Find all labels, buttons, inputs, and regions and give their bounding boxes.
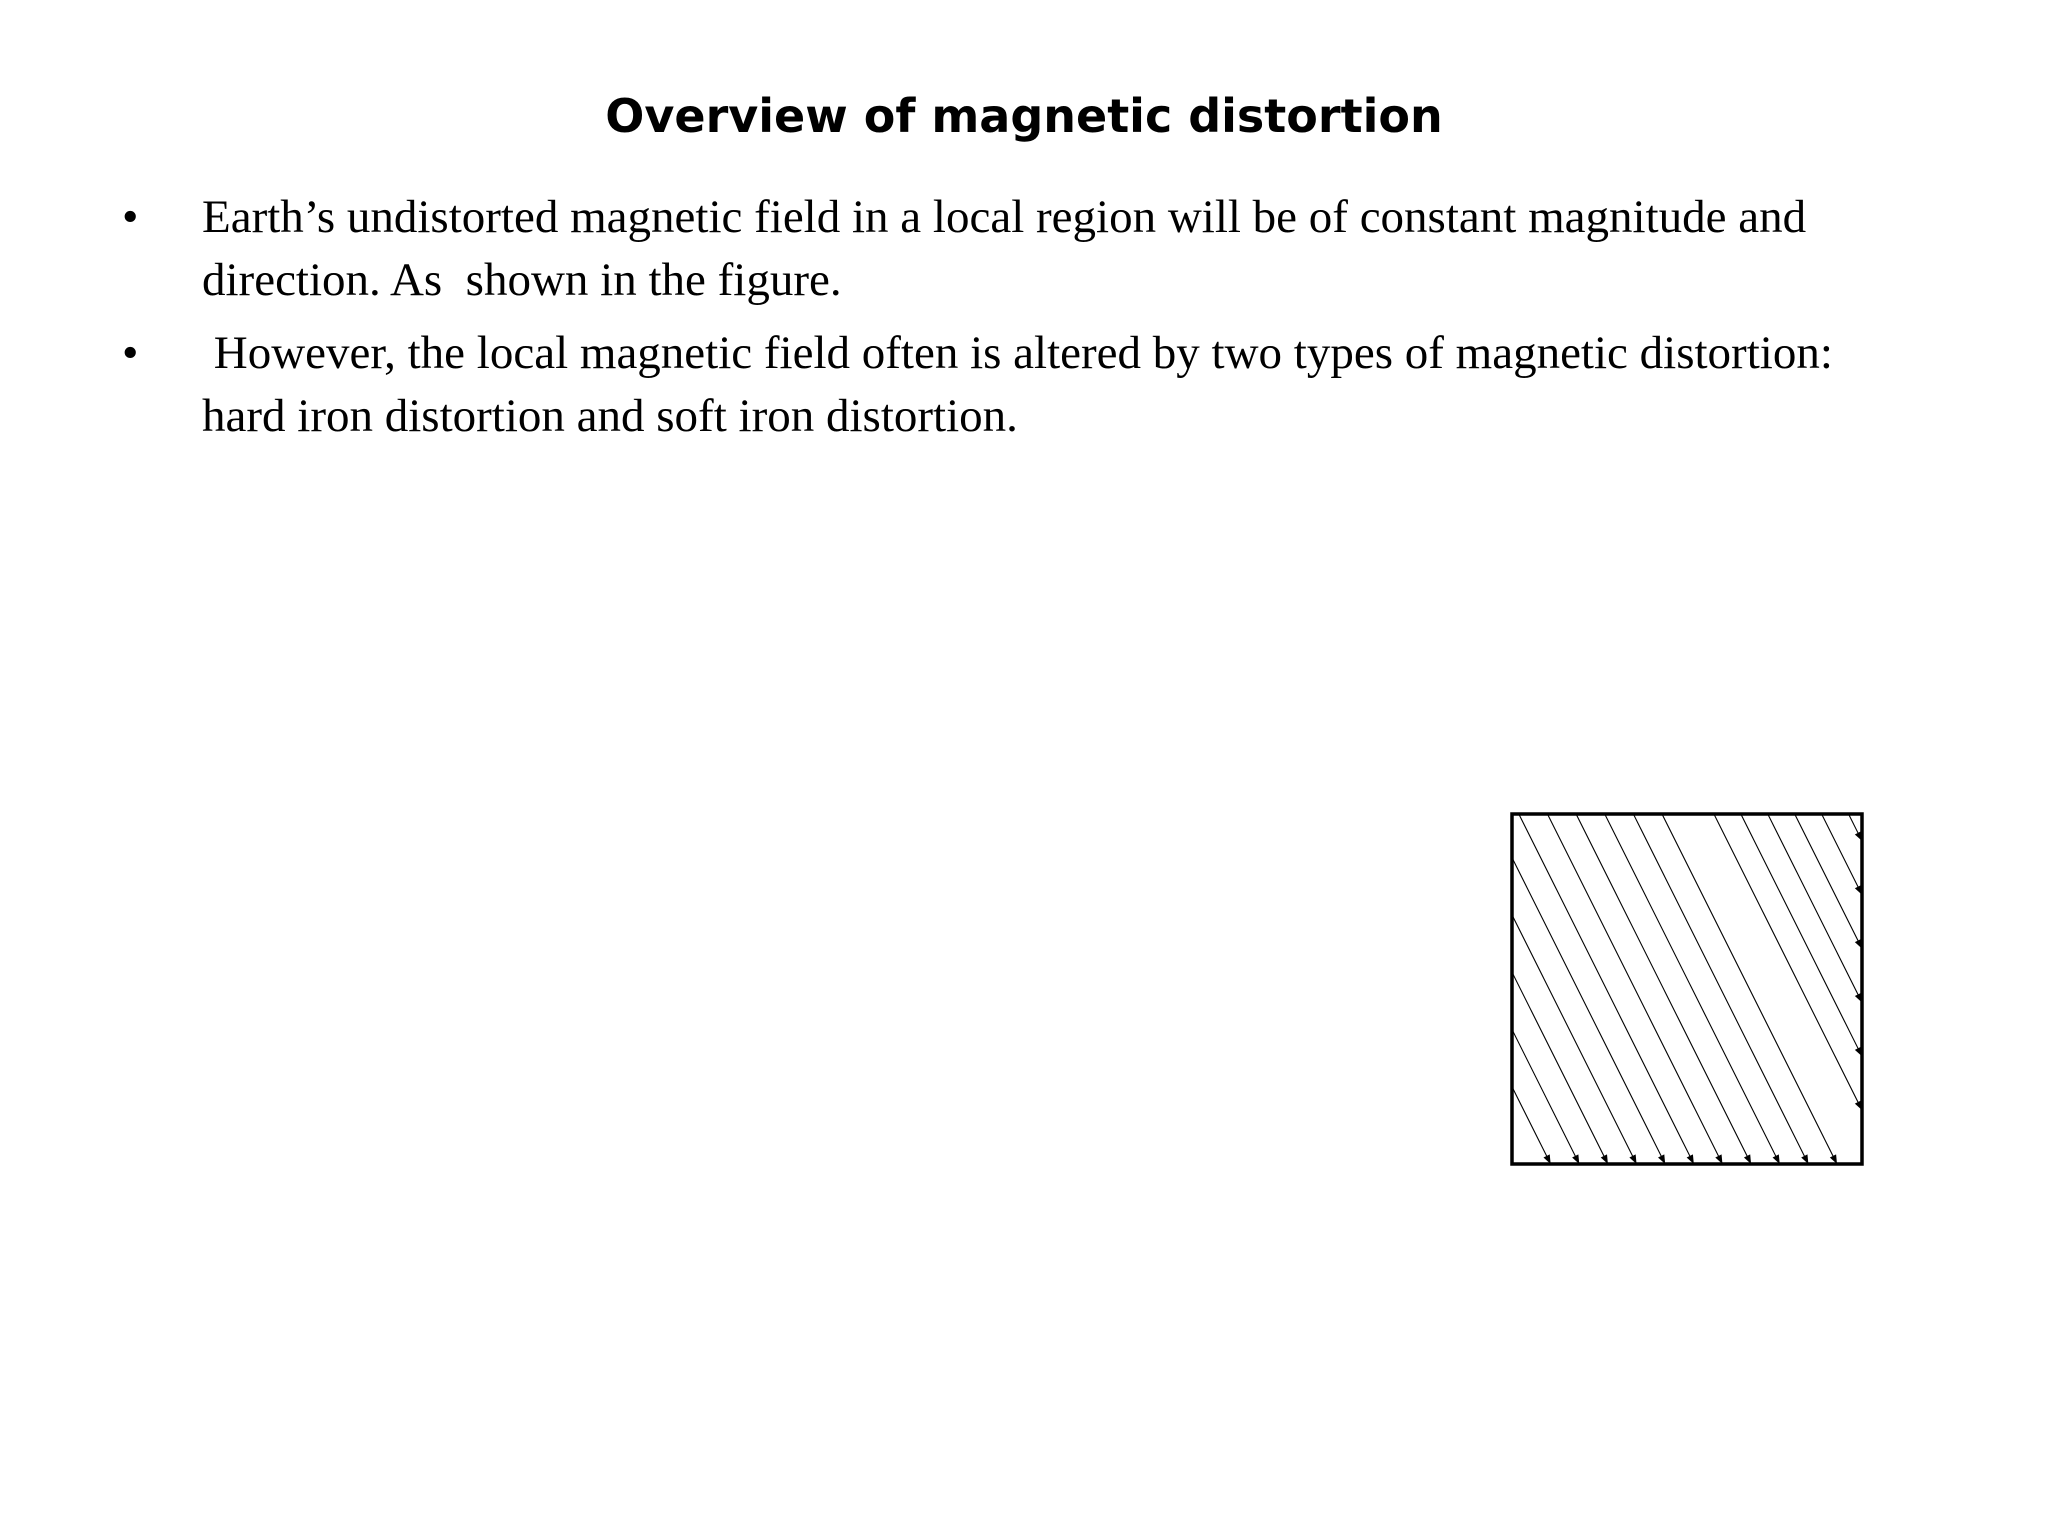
field-region-border <box>1512 814 1862 1164</box>
bullet-text: However, the local magnetic field often is altered by two types of magnetic distortion: hard iron distortion and soft iron distortion. <box>202 327 1857 442</box>
bullet-list <box>0 186 2048 458</box>
field-line <box>1510 812 1862 949</box>
field-line <box>1510 812 1862 841</box>
field-line <box>1510 812 1862 1110</box>
field-line <box>1510 812 1837 1164</box>
field-line <box>1510 812 1862 895</box>
bullet-item <box>0 186 2048 312</box>
field-line <box>1510 812 1862 1056</box>
field-line <box>1510 812 1722 1164</box>
slide-title: Overview of magnetic distortion <box>605 89 1443 143</box>
field-arrows <box>1543 831 1862 1164</box>
bullet-item <box>0 322 2048 448</box>
bullet-marker: • <box>122 191 139 243</box>
magnetic-field-diagram <box>1510 812 1864 1166</box>
field-line <box>1510 812 1862 1002</box>
bullet-marker: • <box>122 327 139 379</box>
field-lines <box>1510 812 1862 1164</box>
field-line <box>1510 812 1665 1164</box>
field-line <box>1510 812 1808 1164</box>
bullet-text: Earth’s undistorted magnetic field in a local region will be of constant magnitude and direction. As shown in the figure. <box>202 191 1818 306</box>
